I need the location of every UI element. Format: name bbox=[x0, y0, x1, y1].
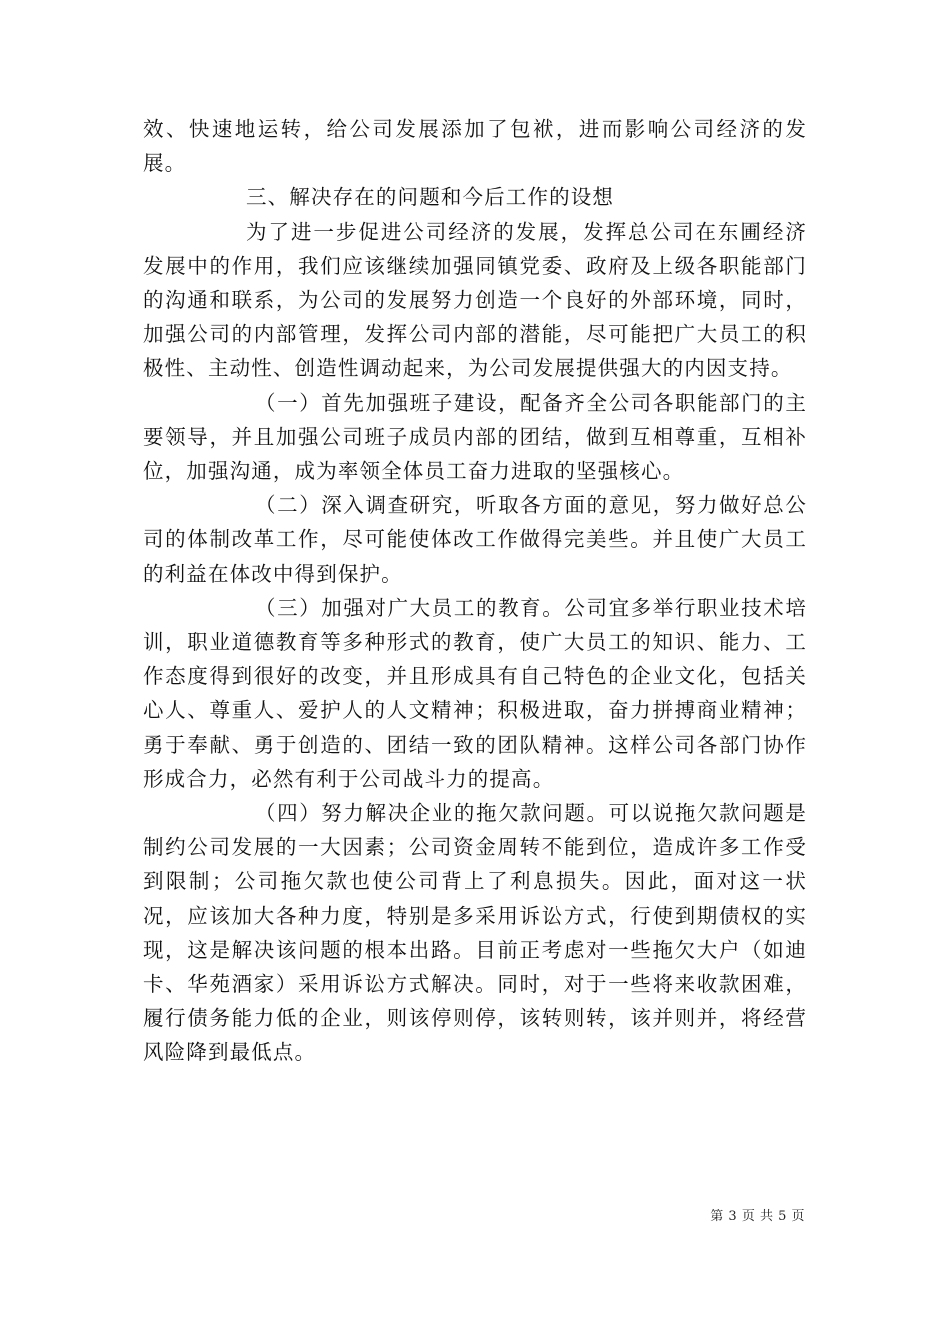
document-body bbox=[143, 112, 807, 1070]
paragraph-item-3: （三）加强对广大员工的教育。公司宜多举行职业技术培训，职业道德教育等多种形式的教育，使广大员工的知识、能力、工作态度得到很好的改变，并且形成具有自己特色的企业文化，包括关心人、尊重人、爱护人的人文精神；积极进取，奋力拼搏商业精神；勇于奉献、勇于创造的、团结一致的团队精神。这样公司各部门协作形成合力，必然有利于公司战斗力的提高。 bbox=[143, 595, 807, 791]
paragraph-continuation: 效、快速地运转，给公司发展添加了包袱，进而影响公司经济的发展。 bbox=[143, 117, 807, 176]
paragraph-item-2: （二）深入调查研究，听取各方面的意见，努力做好总公司的体制改革工作，尽可能使体改工作做得完美些。并且使广大员工的利益在体改中得到保护。 bbox=[143, 493, 807, 586]
paragraph-item-1: （一）首先加强班子建设，配备齐全公司各职能部门的主要领导，并且加强公司班子成员内部的团结，做到互相尊重，互相补位，加强沟通，成为率领全体员工奋力进取的坚强核心。 bbox=[143, 390, 807, 484]
page-number-footer: 第 3 页 共 5 页 bbox=[710, 1209, 805, 1224]
paragraph-intro: 为了进一步促进公司经济的发展，发挥总公司在东圃经济发展中的作用，我们应该继续加强同镇党委、政府及上级各职能部门的沟通和联系，为公司的发展努力创造一个良好的外部环境，同时，加强公司的内部管理，发挥公司内部的潜能，尽可能把广大员工的积极性、主动性、创造性调动起来，为公司发展提供强大的内因支持。 bbox=[143, 219, 807, 381]
section-heading: 三、解决存在的问题和今后工作的设想 bbox=[246, 185, 615, 210]
paragraph-item-4: （四）努力解决企业的拖欠款问题。可以说拖欠款问题是制约公司发展的一大因素；公司资金周转不能到位，造成许多工作受到限制；公司拖欠款也使公司背上了利息损失。因此，面对这一状况，应该加大各种力度，特别是多采用诉讼方式，行使到期债权的实现，这是解决该问题的根本出路。目前正考虑对一些拖欠大户（如迪卡、华苑酒家）采用诉讼方式解决。同时，对于一些将来收款困难，履行债务能力低的企业，则该停则停，该转则转，该并则并，将经营风险降到最低点。 bbox=[143, 801, 807, 1065]
